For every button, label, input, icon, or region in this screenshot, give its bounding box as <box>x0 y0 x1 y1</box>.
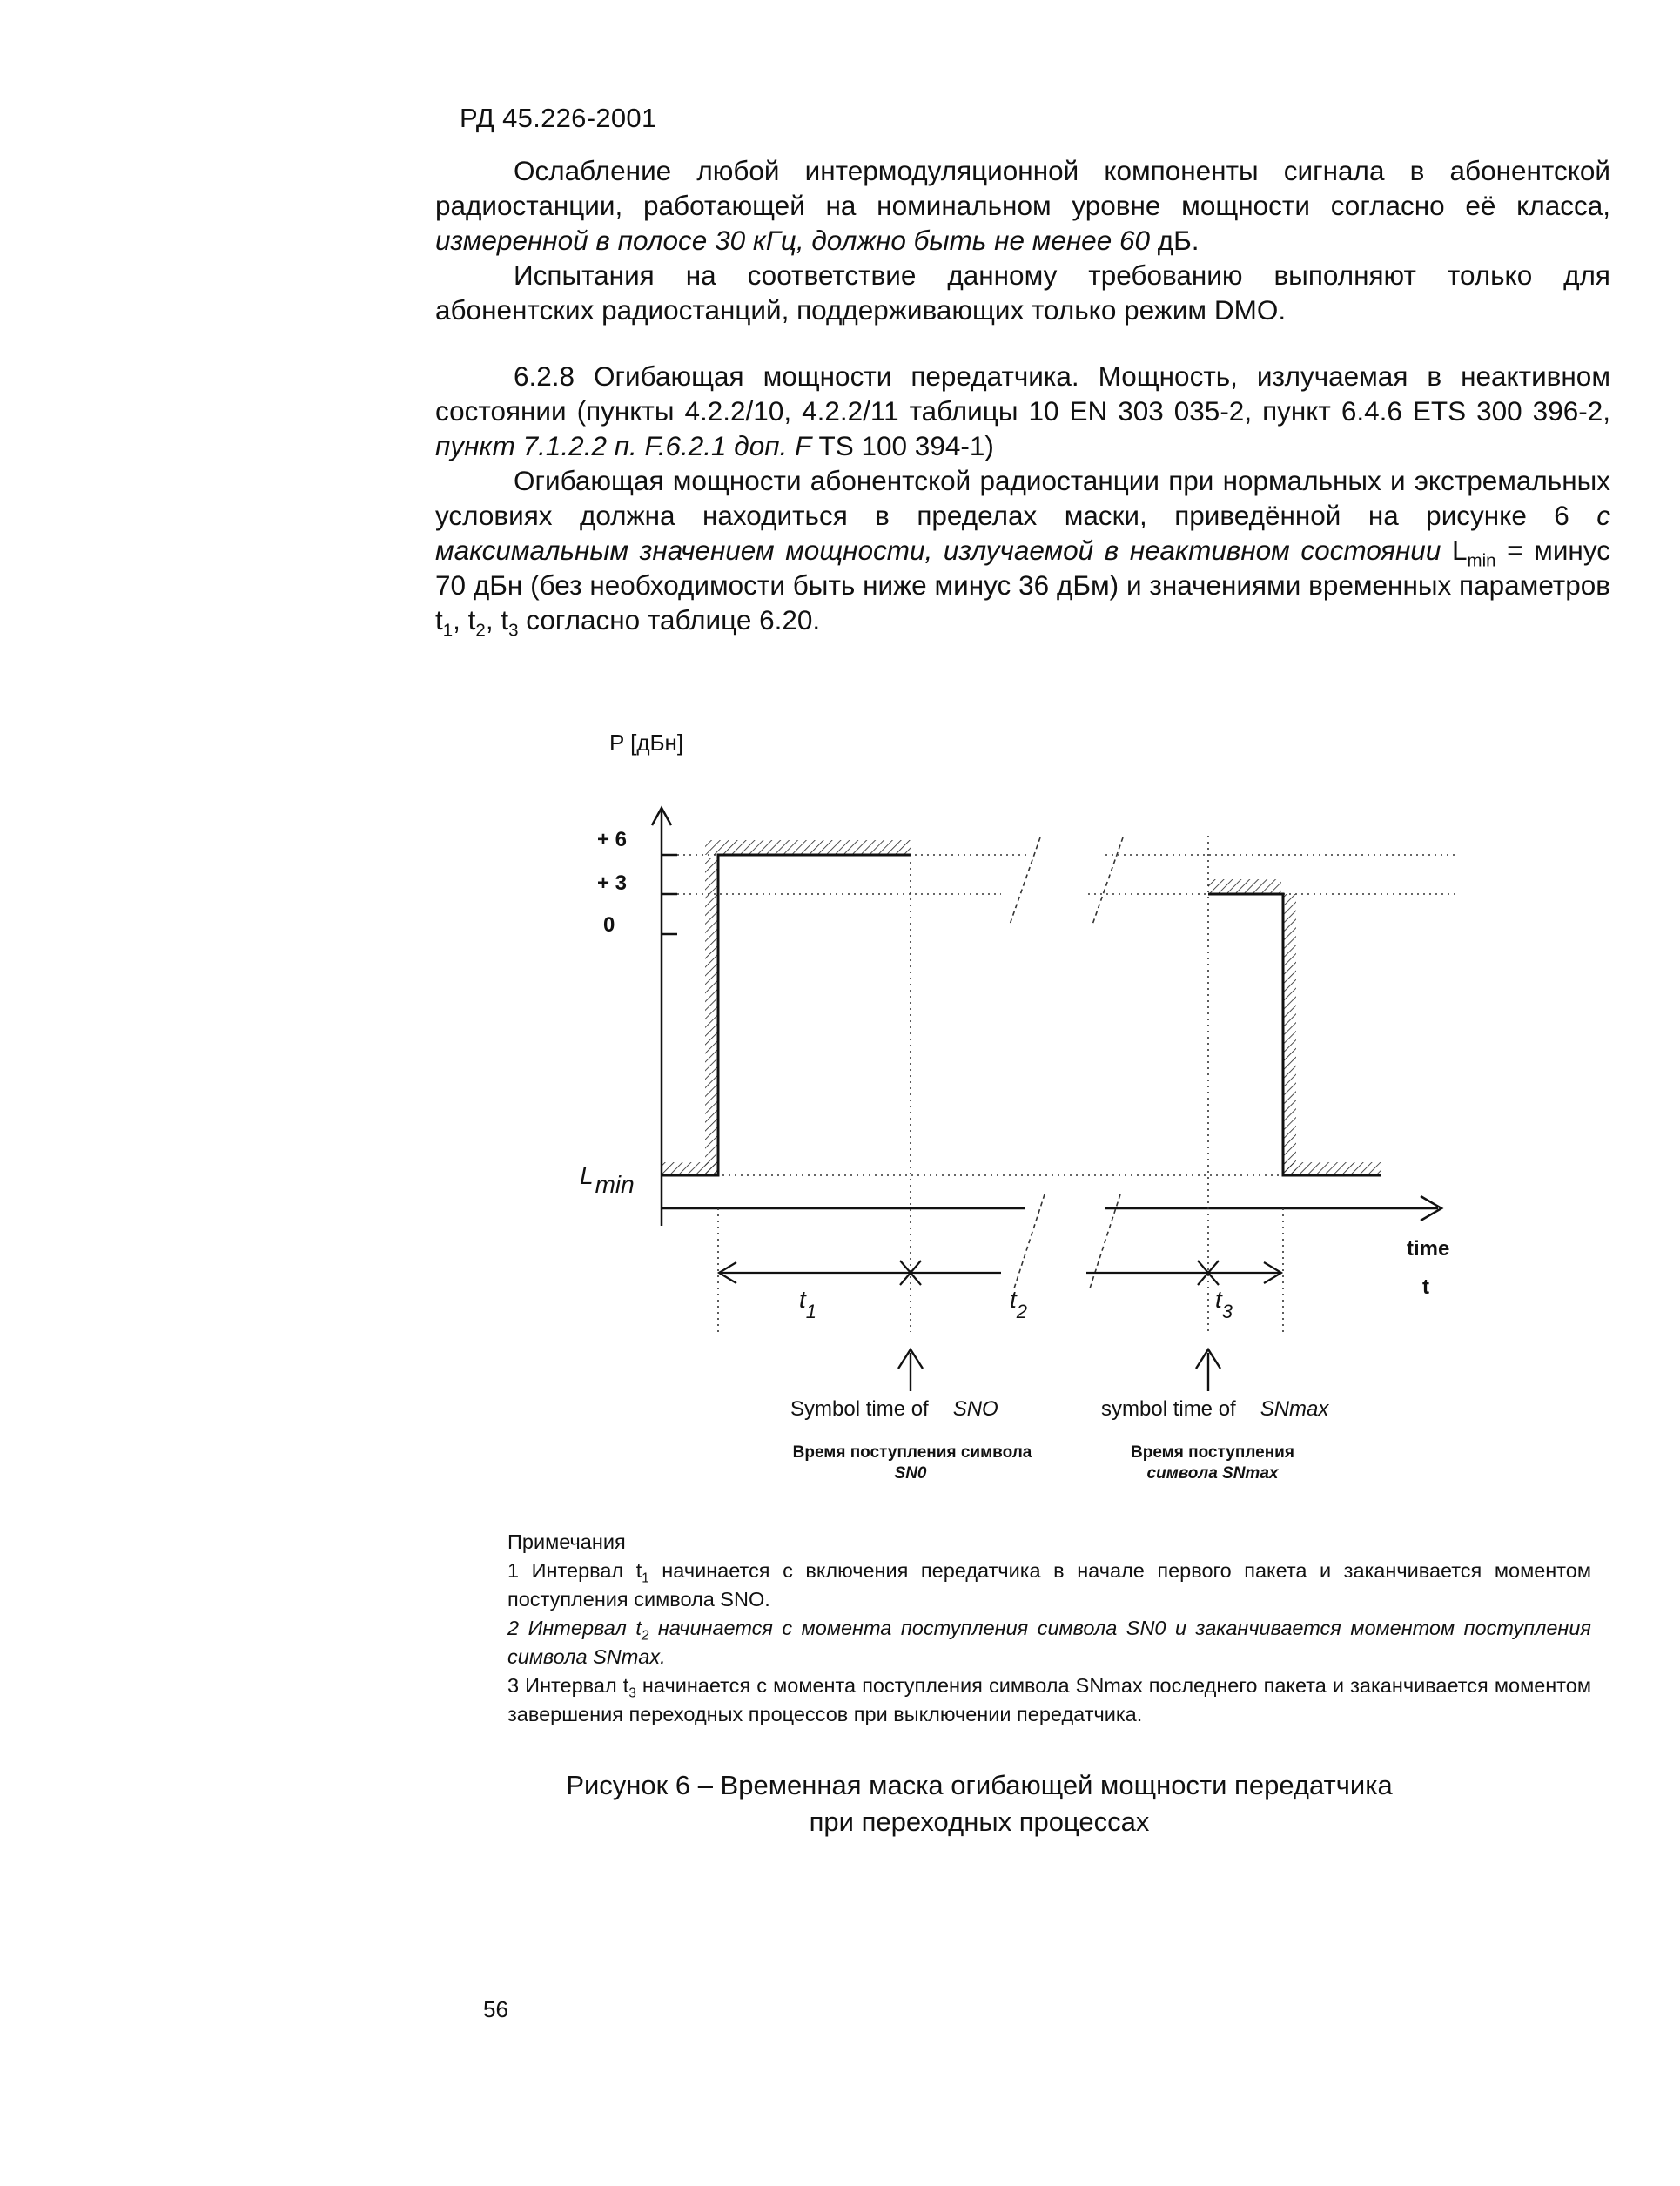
mask-hatch-lmin-right <box>1283 1162 1381 1175</box>
para4-l-sub: min <box>1467 550 1496 571</box>
t1-sub: 1 <box>805 1301 817 1322</box>
x-axis-label-t: t <box>1422 1275 1429 1299</box>
notes-heading: Примечания <box>507 1530 626 1553</box>
para3-text-a: 6.2.8 Огибающая мощности передатчика. Мощность, излучаемая в неактивном состоянии (пункты 4.2.2/10, 4.2.2/11 таблицы 10 EN 303 035-2, пункт 6.4.6 ETS 300 396-2, <box>435 360 1610 427</box>
para4-l: L <box>1441 535 1468 566</box>
interval-label-t3 <box>1215 1286 1233 1322</box>
para4-text-d: согласно таблице 6.20. <box>518 604 821 636</box>
para4-text-a: Огибающая мощности абонентской радиостанции при нормальных и экстремальных условиях должна находиться в пределах маски, приведённой на рисунке 6 <box>435 465 1610 531</box>
para4-text-b: с максимальным значением мощности, излучаемой в неактивном состоянии <box>435 500 1610 566</box>
label-sno-ru-2: SN0 <box>894 1464 927 1483</box>
label-snmax-en <box>1101 1397 1329 1421</box>
y-axis-label: P [дБн] <box>609 730 684 756</box>
t3-sub: 3 <box>1221 1301 1233 1322</box>
t1-main: t <box>799 1286 806 1313</box>
lmin-sub: min <box>595 1171 635 1198</box>
paragraph-section-6-2-8 <box>435 359 1610 463</box>
mask-hatch-rising-edge <box>705 858 718 1175</box>
dotted-guides <box>677 836 1455 1332</box>
caption-line-1: Рисунок 6 – Временная маска огибающей мощности передатчика <box>566 1770 1393 1800</box>
para1-text-b: измеренной в полосе 30 кГц, должно быть не менее 60 <box>435 225 1150 256</box>
label-sno-en <box>790 1397 998 1421</box>
interval-label-t2 <box>1010 1286 1027 1322</box>
paragraph-testing <box>435 258 1610 327</box>
t3-main: t <box>1215 1286 1222 1313</box>
symbol-time-arrows <box>898 1349 1220 1391</box>
note-1 <box>507 1557 1591 1614</box>
y-tick-label-plus6: + 6 <box>597 828 628 851</box>
note-1-b: начинается с включения передатчика в начале первого пакета и заканчивается моментом поступления символа SNO. <box>507 1559 1591 1611</box>
label-sno-ru-1: Время поступления символа <box>792 1443 1032 1462</box>
lmin-label <box>580 1162 635 1198</box>
note-3 <box>507 1671 1591 1729</box>
note-2-sub: 2 <box>641 1628 649 1644</box>
para4-sub3: 3 <box>508 620 519 641</box>
paragraph-envelope <box>435 463 1610 641</box>
sno-en-text: Symbol time of <box>790 1397 929 1421</box>
label-snmax-ru-2: символа SNmax <box>1146 1464 1279 1483</box>
t2-main: t <box>1010 1286 1017 1313</box>
break-top-left <box>1010 837 1040 925</box>
page-number: 56 <box>483 1996 508 2022</box>
mask-hatch-top-left <box>705 840 911 855</box>
axis-break-marks <box>1010 837 1123 1288</box>
para4-sub2: 2 <box>475 620 486 641</box>
para3-text-c: TS 100 394-1) <box>811 430 994 461</box>
note-3-a: 3 Интервал t <box>507 1674 629 1697</box>
power-envelope-mask-diagram <box>557 714 1497 1515</box>
note-2-b: начинается с момента поступления символа SN0 и заканчивается моментом поступления символа SNmax. <box>507 1617 1591 1668</box>
para1-text-c: дБ. <box>1150 225 1200 256</box>
para1-text-a: Ослабление любой интермодуляционной компоненты сигнала в абонентской радиостанции, работающей на номинальном уровне мощности согласно её класса, <box>435 155 1610 221</box>
x-axis-label-time: time <box>1407 1237 1450 1261</box>
figure-notes <box>507 1528 1591 1729</box>
interval-label-t1 <box>799 1286 816 1322</box>
para3-text-b: пункт 7.1.2.2 п. F.6.2.1 доп. F <box>435 430 812 461</box>
lmin-main: L <box>580 1162 594 1189</box>
para4-sep2: , t <box>485 604 509 636</box>
y-tick-label-zero: 0 <box>603 913 615 937</box>
snmax-en-symbol: SNmax <box>1260 1397 1329 1421</box>
interval-arrows <box>719 1261 1281 1285</box>
note-2-a: 2 Интервал t <box>507 1617 642 1639</box>
para4-sep1: , t <box>453 604 476 636</box>
para4-sub1: 1 <box>442 620 454 641</box>
caption-line-2: при переходных процессах <box>809 1806 1150 1837</box>
label-snmax-ru-1: Время поступления <box>1131 1443 1294 1462</box>
break-top-right <box>1092 837 1123 925</box>
mask-hatch-top-right <box>1208 879 1281 894</box>
para2-text: Испытания на соответствие данному требованию выполняют только для абонентских радиостанций, поддерживающих только режим DMO. <box>435 259 1610 326</box>
note-1-a: 1 Интервал t <box>507 1559 642 1582</box>
sno-en-symbol: SNO <box>952 1397 998 1421</box>
note-1-sub: 1 <box>642 1571 649 1586</box>
mask-hatch-falling-edge <box>1283 894 1296 1175</box>
note-3-b: начинается с момента поступления символа SNmax последнего пакета и заканчивается моментом завершения переходных процессов при выключении передатчика. <box>507 1674 1592 1725</box>
mask-outline-left <box>662 855 911 1175</box>
figure-caption <box>487 1767 1471 1840</box>
note-3-sub: 3 <box>628 1685 636 1701</box>
document-id: РД 45.226-2001 <box>460 103 657 133</box>
paragraph-intermodulation <box>435 153 1610 258</box>
snmax-en-text: symbol time of <box>1101 1397 1236 1421</box>
t2-sub: 2 <box>1016 1301 1028 1322</box>
note-2 <box>507 1614 1591 1671</box>
para4-text-c: = минус 70 дБн (без необходимости быть ниже минус 36 дБм) и значениями временных параметров t <box>435 535 1610 636</box>
y-tick-label-plus3: + 3 <box>597 871 628 895</box>
